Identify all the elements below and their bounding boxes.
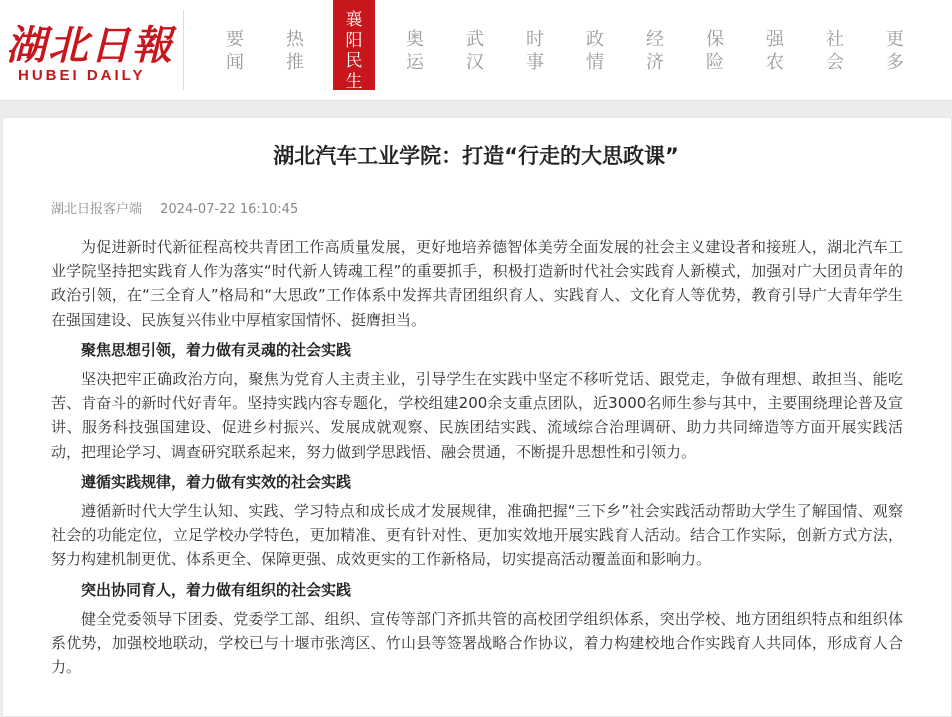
nav-item-label: 保险 [706, 29, 724, 73]
article-title: 湖北汽车工业学院：打造“行走的大思政课” [273, 144, 679, 168]
nav-item-label: 武汉 [466, 29, 484, 73]
article-meta [51, 198, 298, 217]
nav-item[interactable] [404, 28, 426, 74]
body-paragraph: 健全党委领导下团委、党委学工部、组织、宣传等部门齐抓共管的高校团学组织体系，突出学校、地方团组织特点和组织体系优势，加强校地联动，学校已与十堰市张湾区、竹山县等签署战略合作协议，着力构建校地合作实践育人共同体，形成育人合力。 [51, 609, 903, 677]
nav-item-label: 经济 [646, 29, 664, 73]
body-paragraph: 坚决把牢正确政治方向，聚焦为党育人主责主业，引导学生在实践中坚定不移听党话、跟党走，争做有理想、敢担当、能吃苦、肯奋斗的新时代好青年。坚持实践内容专题化，学校组建200余支重点团队，近3000名师生参与其中，主要围绕理论普及宣讲、服务科技强国建设、促进乡村振兴、发展成就观察、民族团结实践、流域综合治理调研、助力共同缔造等方面开展实践活动，把理论学习、调查研究联系起来，努力做到学思践悟、融会贯通，不断提升思想性和引领力。 [51, 370, 903, 461]
nav-item-label: 时事 [526, 29, 544, 73]
article-card [2, 117, 952, 717]
nav-item[interactable] [644, 28, 666, 74]
nav-item-label: 要闻 [226, 29, 244, 73]
nav-item[interactable] [284, 28, 306, 74]
nav-item[interactable] [884, 28, 906, 74]
nav-item-label: 社会 [826, 29, 844, 73]
nav-item[interactable] [584, 28, 606, 74]
logo-chinese-text: 湖北日報 [6, 22, 174, 69]
body-paragraph: 为促进新时代新征程高校共青团工作高质量发展，更好地培养德智体美劳全面发展的社会主义建设者和接班人，湖北汽车工业学院坚持把实践育人作为落实“时代新人铸魂工程”的重要抓手，积极打造新时代社会实践育人新模式，加强对广大团员青年的政治引领，在“三全育人”格局和“大思政”工作体系中发挥共青团组织育人、实践育人、文化育人等优势，教育引导广大青年学生在强国建设、民族复兴伟业中厚植家国情怀、挺膺担当。 [51, 238, 903, 329]
nav-item-label: 热推 [286, 29, 304, 73]
article-time: 2024-07-22 16:10:45 [160, 202, 299, 217]
nav-item[interactable] [464, 28, 486, 74]
article-body [51, 235, 903, 685]
nav-item-label: 更多 [886, 29, 904, 73]
channel-nav [0, 0, 952, 100]
nav-item-label: 强农 [766, 29, 784, 73]
nav-item-label: 奥运 [406, 29, 424, 73]
section-heading: 突出协同育人，着力做有组织的社会实践 [81, 580, 352, 599]
section-heading: 聚焦思想引领，着力做有灵魂的社会实践 [81, 340, 352, 359]
nav-item-active[interactable] [333, 0, 375, 90]
logo-english-text: HUBEI DAILY [18, 67, 146, 84]
nav-item-label: 政情 [586, 29, 604, 73]
nav-item[interactable] [524, 28, 546, 74]
body-paragraph: 遵循新时代大学生认知、实践、学习特点和成长成才发展规律，准确把握“三下乡”社会实践活动帮助大学生了解国情、观察社会的功能定位，立足学校办学特色，更加精准、更有针对性、更加实效地开展实践育人活动。结合工作实际，创新方式方法，努力构建机制更优、体系更全、保障更强、成效更实的工作新格局，切实提高活动覆盖面和影响力。 [51, 502, 903, 569]
top-navigation-bar [0, 0, 952, 101]
section-heading: 遵循实践规律，着力做有实效的社会实践 [81, 472, 352, 491]
nav-item[interactable] [704, 28, 726, 74]
article-source: 湖北日报客户端 [51, 202, 143, 217]
nav-item[interactable] [764, 28, 786, 74]
nav-item-label: 襄阳民生 [345, 10, 363, 92]
nav-item[interactable] [224, 28, 246, 74]
nav-item[interactable] [824, 28, 846, 74]
